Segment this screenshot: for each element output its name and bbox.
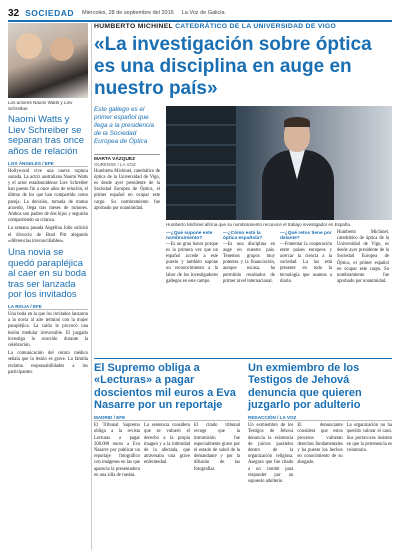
bride-body-2: La comunicación del centro médico señala que la lesión es grave. La familia reclama responsabilidades a los participantes.: [8, 351, 88, 375]
jehovah-body-3: La organización no ha querido valorar el caso. Sus portavoces insisten en que la pertenencia es voluntaria.: [346, 423, 392, 454]
actors-photo-caption: Los actores Naomi Watts y Liev Schreiber.: [8, 100, 73, 111]
main-kicker: [94, 23, 392, 30]
supremo-body-2: La sentencia considera que se vulneró el derecho a la propia imagen y a la intimidad de la afectada, que atravesaba una grave enfermedad.: [144, 423, 190, 466]
photo-face-1: [16, 33, 42, 59]
jehovah-columns: [248, 423, 392, 487]
jehovah-body-2: El denunciante considera que estos procesos vulneran derechos fundamentales y ha puesto los hechos en conocimiento de su abogado.: [297, 423, 343, 466]
main-column-2: [223, 230, 275, 288]
main-headline: «La investigación sobre óptica es una disciplina en auge en nuestro país»: [94, 34, 372, 99]
professor-photo: [166, 106, 392, 220]
newspaper-page: [8, 6, 392, 550]
bride-kicker: LA RIOJA / EFE: [8, 304, 88, 310]
byline-place: OURENSE / LA VOZ: [94, 161, 136, 167]
watts-body: Hollywood vive una nueva ruptura sonada. La actriz australiana Naomi Watts y el actor estadounidense Liev Schreiber han puesto fin a once años de relación, el último de los que han compartido como pareja. La decisión, tomada de mutuo acuerdo, llega tras meses de rumores. Ambos son padres de dos hijos y seguirán compartiendo su crianza.: [8, 168, 88, 224]
question-3: —¿Qué retos tiene por delante?: [280, 230, 332, 241]
main-body-5: Humberto Michinel, catedrático de óptica de la Universidad de Vigo, es desde ayer presidente de la Sociedad Europea de Óptica, el primer español en ocupar este cargo. Su nombramiento fue aprobado por unanimidad.: [337, 229, 389, 285]
bottom-stories: [94, 362, 392, 487]
main-column-4: [337, 230, 389, 288]
supremo-story: [94, 362, 240, 487]
bride-headline: Una novia se quedó parapléjica al caer en su boda tras ser lanzada por los invitados: [8, 246, 87, 301]
main-body-1: Humberto Michinel, catedrático de óptica de la Universidad de Vigo, es desde ayer presidente de la Sociedad Europea de Óptica, el primer español en ocupar este cargo. Su nombramiento fue aprobado por unanimidad.: [94, 168, 160, 211]
interviewee-name: HUMBERTO MICHINEL: [94, 23, 173, 30]
main-body-columns: [166, 230, 392, 288]
photo-person-hair: [284, 117, 310, 127]
publication-date: Miércoles, 28 de septiembre del 2016: [82, 10, 174, 16]
supremo-body-3: El citado tribunal recoge que la intromisión fue especialmente grave por el estado de salud de la demandante y por la difusión de las fotografías.: [194, 423, 240, 472]
main-story: [94, 23, 392, 287]
watts-headline: Naomi Watts y Liev Schreiber se separan tras once años de relación: [8, 114, 85, 157]
newspaper-name: La Voz de Galicia: [181, 10, 225, 16]
bottom-rule: [94, 358, 392, 359]
column-divider: [91, 23, 92, 550]
professor-photo-caption: Humberto Michinel afirma que su nombramiento reconoce el trabajo investigador en España.: [166, 221, 352, 227]
interviewee-role: CATEDRÁTICO DE LA UNIVERSIDAD DE VIGO: [175, 23, 337, 30]
supremo-headline: El Supremo obliga a «Lecturas» a pagar doscientos mil euros a Eva Nasarre por un reportaje: [94, 362, 236, 411]
jehovah-kicker: REDACCIÓN / LA VOZ: [248, 415, 392, 421]
main-story-row: [94, 106, 392, 220]
byline: MARTA VÁZQUEZ: [94, 154, 160, 162]
supremo-columns: [94, 423, 240, 481]
jehovah-headline: Un exmiembro de los Testigos de Jehová denuncia que quieren juzgarlo por adulterio: [248, 362, 362, 411]
bride-body: Una boda en la que los invitados lanzaron a la novia al aire terminó con la mujer parapléjica. La caída le provocó una lesión medular irreversible. El juzgado investiga lo ocurrido durante la celebración.: [8, 312, 88, 349]
supremo-kicker: MADRID / EFE: [94, 415, 240, 421]
main-intro: Este gallego es el primer español que llega a la presidencia de la Sociedad Europea de Óptica: [94, 105, 155, 145]
main-body-4: —Fomentar la cooperación entre países europeos y acercar la ciencia a la sociedad. La luz está presente en toda la tecnología que usamos a diario.: [280, 241, 332, 284]
actors-photo: [8, 23, 88, 98]
question-2: —¿Cómo está la óptica española?: [223, 230, 263, 241]
intro-column: [94, 106, 160, 220]
section-title: SOCIEDAD: [25, 8, 74, 18]
photo-face-2: [50, 37, 74, 61]
watts-body-2: La semana pasada Angelina Jolie solicitó el divorcio de Brad Pitt alegando «diferencias irreconciliables».: [8, 226, 88, 244]
photo-bookshelf: [166, 106, 236, 220]
main-body-3: —Es una disciplina en auge en nuestro país. Tenemos grupos muy potentes y la financiación, aunque escasa, ha permitido resultados de primer nivel internacional.: [223, 241, 275, 284]
main-body-2: —Es un gran honor porque es la primera vez que un español accede a este puesto y también supone un reconocimiento a la labor de los investigadores gallegos en este campo.: [166, 241, 218, 284]
left-column: [8, 23, 88, 378]
main-column-3: [280, 230, 332, 288]
supremo-body-1: El Tribunal Supremo obliga a la revista Lecturas a pagar 200.000 euros a Eva Nasarre por publicar un reportaje fotográfico con imágenes en las que aparecía la presentadora en una silla de ruedas.: [94, 423, 140, 478]
main-column-1: [166, 230, 218, 288]
page-number: 32: [8, 7, 20, 19]
jehovah-body-1: Un exmiembro de los Testigos de Jehová denuncia la existencia de juicios paralelos dentro de la organización religiosa. Asegura que fue citado a un comité para responder por un supuesto adulterio.: [248, 423, 294, 485]
page-header: [8, 6, 392, 22]
watts-kicker: LOS ÁNGELES / EFE: [8, 161, 88, 167]
jehovah-story: [248, 362, 392, 487]
question-1: —¿Qué supone este nombramiento?: [166, 230, 213, 241]
